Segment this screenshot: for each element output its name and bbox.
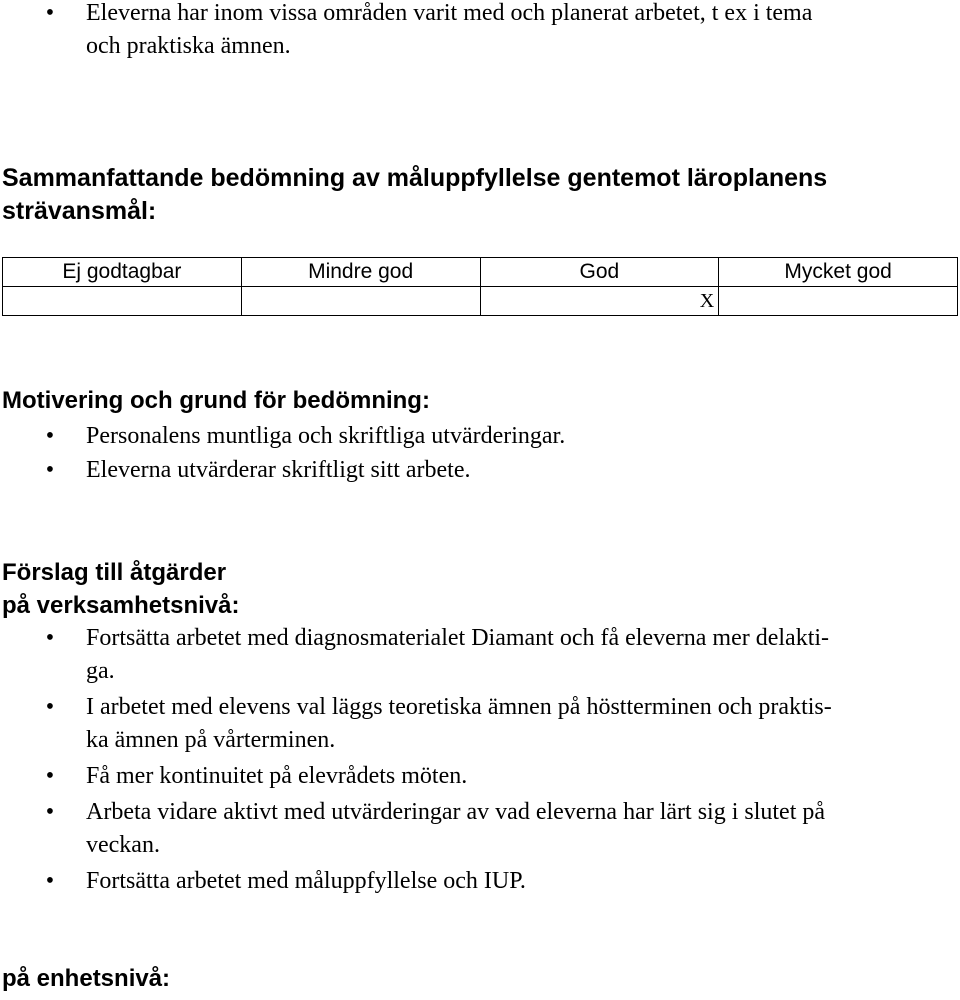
rating-cell: [241, 287, 480, 316]
list-item: [0, 419, 958, 453]
unit-heading: på enhetsnivå:: [2, 965, 171, 992]
list-item: [0, 622, 958, 688]
proposals-title: Förslag till åtgärder: [2, 559, 227, 586]
motivation-list: [0, 419, 958, 487]
list-item-line: Arbeta vidare aktivt med utvärderingar av vad eleverna har lärt sig i slutet på: [86, 799, 826, 825]
list-item-line: Få mer kontinuitet på elevrådets möten.: [86, 763, 468, 789]
rating-cell: [719, 287, 958, 316]
list-item-line: ka ämnen på vårterminen.: [86, 727, 336, 753]
list-item: [0, 796, 958, 862]
proposals-subheading: på verksamhetsnivå:: [2, 592, 240, 619]
list-item-line: Eleverna har inom vissa områden varit med och planerat arbetet, t ex i tema: [86, 0, 813, 26]
list-item-text: Personalens muntliga och skriftliga utvärderingar.: [86, 423, 566, 449]
bullet-icon: [40, 622, 60, 655]
column-header: Ej godtagbar: [3, 258, 242, 287]
list-item: [0, 865, 958, 898]
list-item: [0, 760, 958, 793]
proposals-list: [0, 622, 958, 898]
bullet-icon: [40, 0, 60, 30]
summary-heading: [2, 162, 827, 228]
bullet-icon: [40, 453, 60, 487]
list-item-line: och praktiska ämnen.: [86, 33, 291, 59]
bullet-icon: [40, 760, 60, 793]
rating-table: [2, 257, 958, 316]
bullet-icon: [40, 865, 60, 898]
list-item-line: Fortsätta arbetet med måluppfyllelse och IUP.: [86, 868, 526, 894]
list-item-line: I arbetet med elevens val läggs teoretiska ämnen på höstterminen och praktis-: [86, 694, 832, 720]
proposals-heading: [2, 556, 239, 622]
list-item-text: Eleverna utvärderar skriftligt sitt arbete.: [86, 457, 471, 483]
bullet-icon: [40, 691, 60, 724]
list-item-line: ga.: [86, 658, 115, 684]
bullet-icon: [40, 419, 60, 453]
summary-heading-line: strävansmål:: [2, 197, 157, 225]
list-item: [0, 691, 958, 757]
summary-heading-line: Sammanfattande bedömning av måluppfyllelse gentemot läroplanens: [2, 164, 828, 192]
bullet-icon: [40, 796, 60, 829]
table-header-row: [3, 258, 958, 287]
column-header: God: [480, 258, 719, 287]
top-bullet-list: [0, 0, 958, 63]
rating-cell: [3, 287, 242, 316]
motivation-heading: Motivering och grund för bedömning:: [2, 387, 430, 414]
list-item-line: veckan.: [86, 832, 160, 858]
list-item: [0, 0, 958, 63]
column-header: Mindre god: [241, 258, 480, 287]
column-header: Mycket god: [719, 258, 958, 287]
table-row: [3, 287, 958, 316]
list-item: [0, 453, 958, 487]
list-item-line: Fortsätta arbetet med diagnosmaterialet Diamant och få eleverna mer delakti-: [86, 625, 830, 651]
rating-cell: X: [480, 287, 719, 316]
